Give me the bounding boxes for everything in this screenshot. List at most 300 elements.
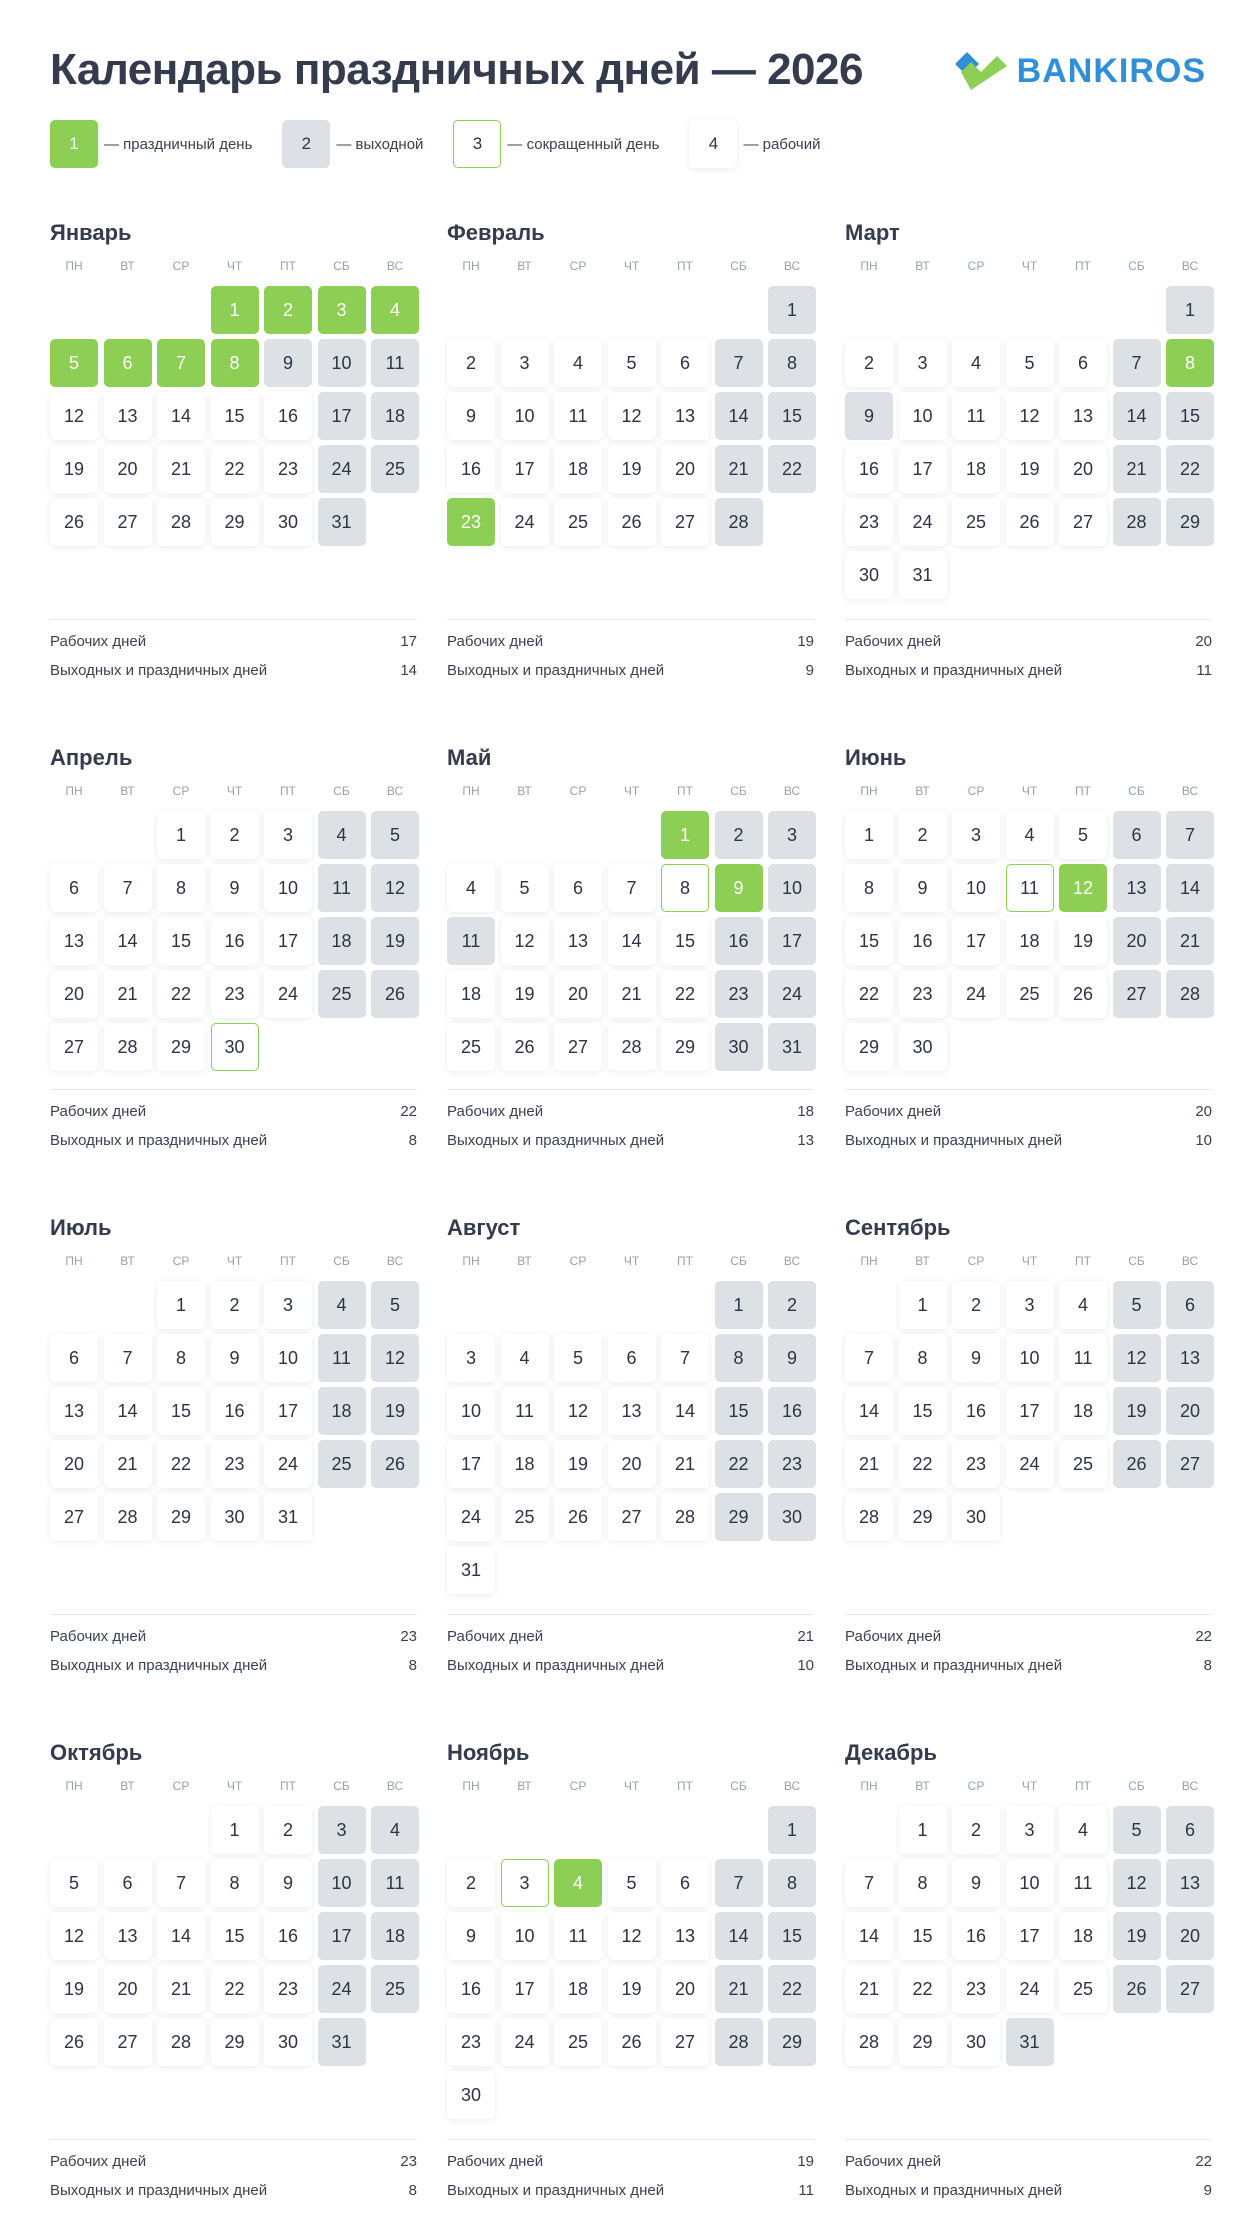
day-cell-work: 22	[211, 1965, 259, 2013]
day-cell-weekend: 1	[768, 1806, 816, 1854]
month-name: Февраль	[447, 220, 545, 245]
day-cell-work: 17	[1006, 1912, 1054, 1960]
day-cell-work: 18	[447, 970, 495, 1018]
day-cell-work: 16	[447, 445, 495, 493]
day-cell-work: 31	[447, 1546, 495, 1594]
month-2	[447, 218, 814, 699]
logo-check-icon	[953, 50, 1009, 92]
day-cell-work: 17	[899, 445, 947, 493]
day-cell-work: 25	[1006, 970, 1054, 1018]
legend-sample-short: 3	[453, 120, 501, 168]
day-cell-work: 14	[104, 1387, 152, 1435]
day-cell-work: 12	[1006, 392, 1054, 440]
day-cell-weekend: 29	[715, 1493, 763, 1541]
day-cell-weekend: 8	[768, 339, 816, 387]
day-cell-work: 18	[501, 1440, 549, 1488]
weekday-label: ПН	[462, 259, 480, 273]
day-cell-work: 7	[157, 1859, 205, 1907]
day-cell-work: 13	[554, 917, 602, 965]
day-cell-work: 2	[952, 1281, 1000, 1329]
day-cell-work: 23	[211, 1440, 259, 1488]
day-cell-work: 26	[50, 498, 98, 546]
day-cell-weekend: 26	[1113, 1440, 1161, 1488]
day-cell-work: 7	[845, 1859, 893, 1907]
weekday-label: ЧТ	[226, 1779, 243, 1793]
day-cell-holiday: 23	[447, 498, 495, 546]
weekday-label: СБ	[333, 784, 350, 798]
day-cell-weekend: 7	[1113, 339, 1161, 387]
day-cell-work: 29	[661, 1023, 709, 1071]
day-cell-weekend: 19	[371, 1387, 419, 1435]
day-cell-work: 30	[952, 2018, 1000, 2066]
day-cell-work: 14	[845, 1912, 893, 1960]
day-cell-work: 15	[845, 917, 893, 965]
day-cell-weekend: 12	[1113, 1859, 1161, 1907]
day-cell-work: 22	[661, 970, 709, 1018]
day-cell-work: 28	[104, 1023, 152, 1071]
day-cell-holiday: 6	[104, 339, 152, 387]
day-cell-holiday: 8	[1166, 339, 1214, 387]
weekday-label: ВС	[1181, 784, 1199, 798]
off-days-row	[845, 2181, 1212, 2201]
day-cell-work: 13	[1059, 392, 1107, 440]
legend-item-short	[453, 120, 659, 168]
work-days-row	[50, 1102, 417, 1122]
day-cell-work: 28	[845, 1493, 893, 1541]
weekday-label: ВТ	[120, 259, 135, 273]
weekday-label: СБ	[333, 1254, 350, 1268]
month-stats	[845, 619, 1212, 690]
day-cell-weekend: 21	[715, 445, 763, 493]
work-days-row	[50, 1627, 417, 1647]
off-days-label: Выходных и праздничных дней	[845, 2182, 1063, 2199]
day-cell-work: 25	[447, 1023, 495, 1071]
work-days-row	[447, 1627, 814, 1647]
month-name: Сентябрь	[845, 1215, 951, 1240]
day-cell-work: 24	[264, 1440, 312, 1488]
day-cell-holiday: 12	[1059, 864, 1107, 912]
day-cell-weekend: 27	[1166, 1440, 1214, 1488]
day-cell-weekend: 3	[768, 811, 816, 859]
day-cell-work: 1	[899, 1806, 947, 1854]
day-cell-work: 23	[211, 970, 259, 1018]
day-cell-work: 16	[899, 917, 947, 965]
weekday-label: ПТ	[280, 259, 296, 273]
day-cell-work: 10	[1006, 1334, 1054, 1382]
day-cell-short: 8	[661, 864, 709, 912]
off-days-row	[447, 1131, 814, 1151]
day-cell-weekend: 29	[1166, 498, 1214, 546]
off-days-value: 9	[1203, 2182, 1212, 2199]
day-cell-work: 26	[554, 1493, 602, 1541]
weekday-label: ВС	[386, 1779, 404, 1793]
day-cell-work: 14	[608, 917, 656, 965]
day-cell-work: 20	[608, 1440, 656, 1488]
day-cell-weekend: 29	[768, 2018, 816, 2066]
day-cell-work: 2	[899, 811, 947, 859]
day-cell-weekend: 22	[715, 1440, 763, 1488]
page-title: Календарь праздничных дней — 2026	[50, 45, 863, 94]
day-cell-weekend: 14	[715, 392, 763, 440]
day-cell-work: 29	[899, 2018, 947, 2066]
day-cell-weekend: 31	[768, 1023, 816, 1071]
legend-label: — праздничный день	[104, 135, 253, 153]
weekday-label: ПН	[65, 1254, 83, 1268]
day-cell-work: 20	[104, 1965, 152, 2013]
day-cell-weekend: 17	[318, 392, 366, 440]
day-cell-weekend: 20	[1166, 1912, 1214, 1960]
day-cell-work: 19	[608, 1965, 656, 2013]
month-5	[447, 743, 814, 1169]
day-cell-weekend: 30	[715, 1023, 763, 1071]
day-grid	[845, 811, 1214, 1071]
weekday-label: ПН	[462, 1779, 480, 1793]
day-cell-weekend: 12	[371, 1334, 419, 1382]
day-cell-weekend: 10	[318, 1859, 366, 1907]
day-cell-work: 20	[554, 970, 602, 1018]
day-cell-weekend: 10	[318, 339, 366, 387]
day-cell-work: 13	[608, 1387, 656, 1435]
day-cell-work: 13	[104, 392, 152, 440]
day-cell-work: 2	[845, 339, 893, 387]
weekday-header	[50, 1253, 419, 1269]
day-cell-work: 4	[501, 1334, 549, 1382]
day-cell-work: 31	[264, 1493, 312, 1541]
day-cell-work: 1	[899, 1281, 947, 1329]
day-grid	[447, 286, 816, 546]
day-cell-work: 22	[899, 1965, 947, 2013]
day-grid	[50, 811, 419, 1071]
weekday-label: СБ	[1128, 1779, 1145, 1793]
work-days-value: 21	[797, 1628, 814, 1645]
work-days-label: Рабочих дней	[447, 633, 544, 650]
day-cell-weekend: 11	[447, 917, 495, 965]
day-cell-work: 29	[211, 2018, 259, 2066]
day-cell-work: 17	[501, 445, 549, 493]
weekday-label: СР	[569, 259, 587, 273]
day-cell-holiday: 4	[554, 1859, 602, 1907]
day-cell-work: 30	[845, 551, 893, 599]
month-name: Декабрь	[845, 1740, 937, 1765]
day-cell-work: 1	[157, 1281, 205, 1329]
month-name: Июнь	[845, 745, 907, 770]
weekday-header	[845, 258, 1214, 274]
off-days-row	[845, 1656, 1212, 1676]
day-cell-work: 24	[447, 1493, 495, 1541]
day-cell-work: 18	[1059, 1387, 1107, 1435]
day-cell-work: 26	[1006, 498, 1054, 546]
day-cell-work: 20	[1059, 445, 1107, 493]
day-cell-work: 12	[50, 392, 98, 440]
weekday-label: СР	[967, 259, 985, 273]
day-cell-work: 5	[50, 1859, 98, 1907]
weekday-label: СР	[172, 784, 190, 798]
day-cell-work: 10	[264, 864, 312, 912]
day-cell-work: 9	[952, 1334, 1000, 1382]
day-cell-weekend: 23	[768, 1440, 816, 1488]
month-name: Март	[845, 220, 900, 245]
off-days-label: Выходных и праздничных дней	[50, 2182, 268, 2199]
work-days-label: Рабочих дней	[50, 2153, 147, 2170]
day-cell-weekend: 27	[1113, 970, 1161, 1018]
month-name: Ноябрь	[447, 1740, 530, 1765]
day-cell-weekend: 24	[318, 1965, 366, 2013]
weekday-label: ВС	[386, 259, 404, 273]
day-cell-work: 27	[104, 498, 152, 546]
work-days-row	[447, 2152, 814, 2172]
day-cell-work: 10	[264, 1334, 312, 1382]
weekday-label: ЧТ	[623, 1254, 640, 1268]
off-days-label: Выходных и праздничных дней	[447, 1657, 665, 1674]
day-cell-work: 20	[661, 445, 709, 493]
day-cell-weekend: 16	[715, 917, 763, 965]
weekday-label: ЧТ	[623, 259, 640, 273]
day-cell-work: 2	[447, 339, 495, 387]
day-cell-work: 19	[1006, 445, 1054, 493]
day-cell-work: 12	[50, 1912, 98, 1960]
day-cell-work: 20	[50, 970, 98, 1018]
weekday-label: ВТ	[915, 784, 930, 798]
day-cell-work: 14	[845, 1387, 893, 1435]
day-cell-weekend: 10	[768, 864, 816, 912]
day-cell-work: 6	[661, 1859, 709, 1907]
day-cell-work: 7	[608, 864, 656, 912]
weekday-label: ВТ	[915, 1254, 930, 1268]
day-cell-work: 3	[264, 1281, 312, 1329]
weekday-header	[50, 1778, 419, 1794]
day-cell-work: 14	[661, 1387, 709, 1435]
day-cell-weekend: 22	[768, 445, 816, 493]
legend-item-weekend	[282, 120, 423, 168]
day-cell-work: 15	[661, 917, 709, 965]
day-cell-work: 1	[845, 811, 893, 859]
day-cell-work: 29	[211, 498, 259, 546]
weekday-label: СР	[967, 1254, 985, 1268]
month-stats	[447, 2139, 814, 2210]
day-cell-work: 26	[608, 2018, 656, 2066]
day-cell-weekend: 22	[768, 1965, 816, 2013]
weekday-label: СБ	[1128, 259, 1145, 273]
work-days-row	[845, 2152, 1212, 2172]
month-name: Октябрь	[50, 1740, 143, 1765]
day-cell-holiday: 2	[264, 286, 312, 334]
day-cell-work: 15	[211, 1912, 259, 1960]
day-cell-work: 28	[845, 2018, 893, 2066]
day-cell-work: 18	[554, 1965, 602, 2013]
day-cell-weekend: 25	[318, 1440, 366, 1488]
day-cell-work: 24	[501, 2018, 549, 2066]
weekday-label: ПТ	[1075, 1254, 1091, 1268]
day-cell-work: 18	[1059, 1912, 1107, 1960]
day-cell-work: 11	[1059, 1334, 1107, 1382]
month-12	[845, 1738, 1212, 2219]
day-cell-work: 19	[501, 970, 549, 1018]
day-cell-work: 13	[661, 1912, 709, 1960]
off-days-row	[447, 2181, 814, 2201]
work-days-label: Рабочих дней	[845, 2153, 942, 2170]
off-days-value: 10	[1195, 1132, 1212, 1149]
day-cell-weekend: 31	[318, 498, 366, 546]
day-cell-work: 21	[157, 1965, 205, 2013]
day-cell-work: 27	[50, 1493, 98, 1541]
weekday-header	[845, 1778, 1214, 1794]
month-stats	[447, 619, 814, 690]
day-cell-weekend: 23	[715, 970, 763, 1018]
day-cell-work: 23	[264, 445, 312, 493]
weekday-header	[50, 258, 419, 274]
day-cell-weekend: 26	[1113, 1965, 1161, 2013]
day-cell-weekend: 15	[1166, 392, 1214, 440]
weekday-label: ВС	[386, 784, 404, 798]
day-cell-weekend: 9	[845, 392, 893, 440]
legend-label: — рабочий	[743, 135, 821, 153]
day-cell-work: 28	[104, 1493, 152, 1541]
day-cell-work: 26	[50, 2018, 98, 2066]
day-cell-weekend: 14	[1166, 864, 1214, 912]
work-days-label: Рабочих дней	[447, 1103, 544, 1120]
day-cell-work: 2	[211, 1281, 259, 1329]
day-cell-work: 21	[608, 970, 656, 1018]
day-cell-work: 16	[447, 1965, 495, 2013]
day-cell-work: 30	[264, 2018, 312, 2066]
day-cell-weekend: 25	[371, 1965, 419, 2013]
day-cell-weekend: 3	[318, 1806, 366, 1854]
weekday-label: СБ	[730, 1779, 747, 1793]
day-cell-work: 31	[899, 551, 947, 599]
day-cell-work: 20	[661, 1965, 709, 2013]
day-cell-weekend: 31	[318, 2018, 366, 2066]
off-days-row	[845, 661, 1212, 681]
day-cell-work: 12	[554, 1387, 602, 1435]
day-cell-work: 19	[50, 445, 98, 493]
month-stats	[50, 619, 417, 690]
work-days-value: 22	[1195, 1628, 1212, 1645]
day-cell-work: 17	[264, 1387, 312, 1435]
work-days-value: 20	[1195, 633, 1212, 650]
day-cell-work: 5	[1006, 339, 1054, 387]
day-cell-work: 25	[501, 1493, 549, 1541]
day-cell-work: 12	[501, 917, 549, 965]
weekday-header	[447, 1253, 816, 1269]
weekday-header	[50, 783, 419, 799]
day-cell-weekend: 19	[1113, 1912, 1161, 1960]
weekday-label: ВС	[783, 1779, 801, 1793]
day-cell-weekend: 8	[715, 1334, 763, 1382]
day-cell-work: 13	[104, 1912, 152, 1960]
day-cell-work: 11	[501, 1387, 549, 1435]
day-cell-work: 17	[501, 1965, 549, 2013]
day-cell-work: 6	[554, 864, 602, 912]
day-cell-work: 7	[104, 864, 152, 912]
weekday-label: СБ	[333, 259, 350, 273]
day-cell-work: 17	[1006, 1387, 1054, 1435]
weekday-label: ПТ	[677, 1254, 693, 1268]
day-cell-weekend: 15	[768, 1912, 816, 1960]
work-days-label: Рабочих дней	[845, 633, 942, 650]
day-cell-weekend: 14	[1113, 392, 1161, 440]
month-3	[845, 218, 1212, 699]
off-days-label: Выходных и праздничных дней	[447, 662, 665, 679]
day-cell-weekend: 31	[1006, 2018, 1054, 2066]
legend-sample-weekend: 2	[282, 120, 330, 168]
weekday-label: ВТ	[517, 259, 532, 273]
day-cell-holiday: 8	[211, 339, 259, 387]
weekday-label: ПТ	[677, 1779, 693, 1793]
month-name: Январь	[50, 220, 132, 245]
day-cell-work: 16	[264, 392, 312, 440]
day-cell-work: 17	[952, 917, 1000, 965]
day-cell-weekend: 5	[1113, 1806, 1161, 1854]
work-days-value: 19	[797, 633, 814, 650]
month-stats	[845, 1614, 1212, 1685]
weekday-header	[447, 783, 816, 799]
day-cell-work: 11	[554, 392, 602, 440]
work-days-row	[845, 1627, 1212, 1647]
legend-item-holiday	[50, 120, 252, 168]
day-cell-work: 27	[661, 498, 709, 546]
day-cell-work: 15	[157, 917, 205, 965]
day-cell-weekend: 22	[1166, 445, 1214, 493]
day-cell-weekend: 26	[371, 970, 419, 1018]
header	[50, 40, 1206, 100]
day-cell-work: 7	[104, 1334, 152, 1382]
day-cell-work: 5	[608, 1859, 656, 1907]
day-cell-work: 21	[104, 970, 152, 1018]
legend	[50, 120, 850, 168]
day-cell-weekend: 6	[1166, 1281, 1214, 1329]
off-days-row	[50, 1656, 417, 1676]
day-cell-work: 30	[447, 2071, 495, 2119]
day-cell-holiday: 7	[157, 339, 205, 387]
day-cell-work: 23	[952, 1965, 1000, 2013]
legend-label: — выходной	[336, 135, 424, 153]
day-cell-work: 15	[899, 1387, 947, 1435]
day-cell-work: 9	[952, 1859, 1000, 1907]
off-days-row	[50, 661, 417, 681]
month-name: Май	[447, 745, 492, 770]
day-cell-weekend: 8	[768, 1859, 816, 1907]
day-cell-work: 3	[264, 811, 312, 859]
weekday-label: ВС	[783, 259, 801, 273]
weekday-label: ВТ	[915, 259, 930, 273]
day-cell-work: 27	[104, 2018, 152, 2066]
day-cell-work: 21	[104, 1440, 152, 1488]
day-cell-work: 21	[157, 445, 205, 493]
day-cell-weekend: 4	[318, 811, 366, 859]
month-4	[50, 743, 417, 1169]
month-stats	[447, 1089, 814, 1160]
day-cell-work: 27	[1059, 498, 1107, 546]
day-cell-weekend: 1	[768, 286, 816, 334]
day-cell-work: 5	[1059, 811, 1107, 859]
day-cell-work: 22	[157, 1440, 205, 1488]
weekday-label: ЧТ	[623, 784, 640, 798]
day-cell-work: 3	[447, 1334, 495, 1382]
day-cell-weekend: 2	[715, 811, 763, 859]
weekday-header	[447, 258, 816, 274]
day-grid	[845, 1806, 1214, 2066]
day-cell-work: 3	[899, 339, 947, 387]
weekday-label: ПТ	[677, 784, 693, 798]
weekday-label: ВС	[1181, 259, 1199, 273]
weekday-label: СБ	[730, 1254, 747, 1268]
day-cell-work: 25	[1059, 1965, 1107, 2013]
day-cell-work: 25	[952, 498, 1000, 546]
weekday-label: СБ	[730, 259, 747, 273]
work-days-row	[50, 2152, 417, 2172]
weekday-label: ПН	[65, 259, 83, 273]
day-cell-work: 23	[952, 1440, 1000, 1488]
